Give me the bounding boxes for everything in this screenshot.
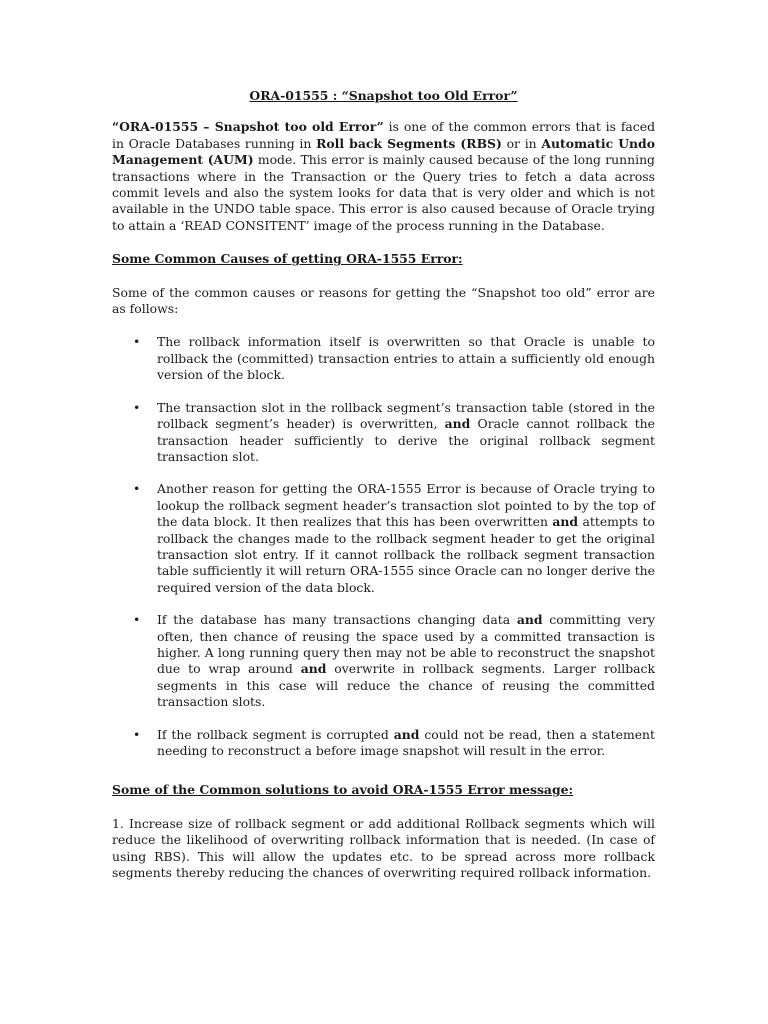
bullet-icon: •: [133, 399, 141, 415]
list-item: [112, 334, 655, 383]
cause-2-bold-and: and: [444, 416, 471, 432]
intro-bold-error-name: “ORA-01555 – Snapshot too old Error”: [112, 119, 384, 135]
causes-heading: Some Common Causes of getting ORA-1555 Error:: [112, 251, 463, 267]
cause-5-text-a: If the rollback segment is corrupted: [157, 726, 394, 742]
cause-4-text-c: committing very often, then chance of reusing the space used by a committed transaction is higher. A long running query then may not be able to reconstruct the snapshot due to wrap around: [157, 612, 656, 677]
intro-text-3: mode. This error is mainly caused because of the long running transactions where in the Transaction or the Query tries to fetch a data across commit levels and also the system looks for data that is very older and which is not available in the UNDO table space. This error is also caused because of Oracle trying to attain a ‘READ CONSITENT’ image of the process running in the Database.: [112, 152, 655, 233]
bullet-icon: •: [133, 481, 141, 497]
cause-5-bold-and: and: [393, 726, 420, 742]
cause-2-text-a: The transaction slot in the rollback segment’s transaction table (stored in the rollback segment’s header) is overwritten,: [157, 399, 655, 432]
intro-text-1: is one of the common errors that is faced in Oracle Databases running in: [112, 119, 656, 151]
list-item: [112, 400, 655, 466]
list-item: [112, 612, 655, 710]
cause-2-text-c: Oracle cannot rollback the transaction header sufficiently to derive the original rollback segment transaction slot.: [157, 416, 655, 464]
list-item: [112, 727, 655, 760]
cause-3-text-a: Another reason for getting the ORA-1555 Error is because of Oracle trying to lookup the rollback segment header’s transaction slot pointed to by the top of the data block. It then realizes that this has been overwritten: [157, 481, 655, 530]
solutions-heading: Some of the Common solutions to avoid ORA-1555 Error message:: [112, 782, 574, 798]
solution-1-paragraph: 1. Increase size of rollback segment or add additional Rollback segments which will reduce the likelihood of overwriting rollback information that is needed. (In case of using RBS). This will allow the updates etc. to be spread across more rollback segments thereby reducing the chances of overwriting required rollback information.: [112, 815, 655, 881]
cause-5-text-c: could not be read, then a statement needing to reconstruct a before image snapshot will result in the error.: [157, 726, 655, 758]
cause-4-bold-and-2: and: [300, 661, 327, 677]
bullet-icon: •: [133, 612, 141, 628]
cause-3-text-c: attempts to rollback the changes made to the rollback segment header to get the original transaction slot entry. If it cannot rollback the rollback segment transaction table sufficiently it will return ORA-1555 since Oracle can no longer derive the required version of the data block.: [157, 514, 656, 595]
cause-1-text: The rollback information itself is overwritten so that Oracle is unable to rollback the (committed) transaction entries to attain a sufficiently old enough version of the block.: [157, 334, 655, 383]
bullet-icon: •: [133, 726, 141, 742]
document-title: ORA-01555 : “Snapshot too Old Error”: [249, 88, 518, 103]
cause-4-text-a: If the database has many transactions changing data: [157, 612, 517, 628]
causes-intro-paragraph: Some of the common causes or reasons for getting the “Snapshot too old” error are as follows:: [112, 284, 655, 317]
cause-4-text-e: overwrite in rollback segments. Larger rollback segments in this case will reduce the chance of reusing the committed transaction slots.: [157, 661, 655, 710]
intro-bold-aum: Automatic Undo Management (AUM): [112, 135, 655, 168]
intro-paragraph: [112, 119, 655, 234]
intro-bold-rbs: Roll back Segments (RBS): [316, 135, 502, 151]
cause-4-bold-and-1: and: [516, 612, 543, 628]
causes-list: [112, 334, 655, 759]
list-item: [112, 481, 655, 596]
document-page: [112, 88, 655, 881]
intro-text-2: or in: [501, 135, 542, 151]
cause-3-bold-and: and: [552, 514, 579, 530]
bullet-icon: •: [133, 334, 141, 350]
